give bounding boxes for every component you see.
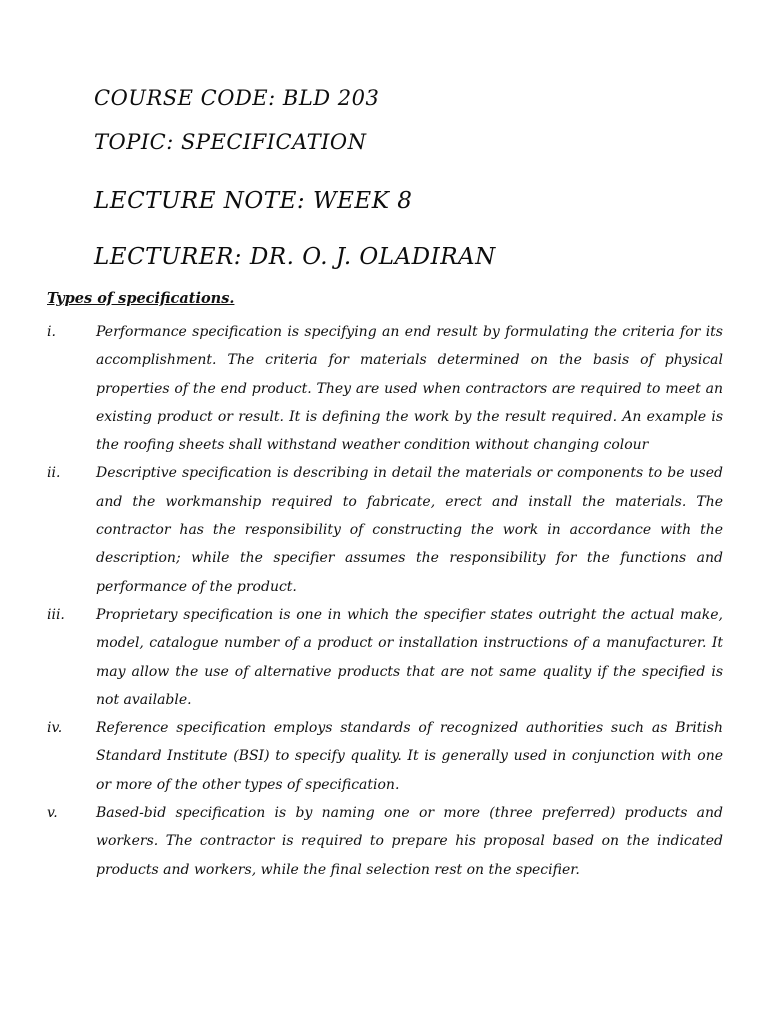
topic-heading: TOPIC: SPECIFICATION [94, 130, 367, 154]
lecture-note-heading: LECTURE NOTE: WEEK 8 [94, 188, 413, 214]
list-item-text: Descriptive specification is describing in detail the materials or components to be used and the workmanship required to fabricate, erect and install the materials. The contractor has the responsibility of constructing the work in accordance with the description; while the specifier assumes the responsibility for the functions and performance of the product. [96, 465, 723, 595]
list-item-text: Reference specification employs standards of recognized authorities such as British Standard Institute (BSI) to specify quality. It is generally used in conjunction with one or more of the other types of specification. [96, 720, 723, 793]
list-item-text: Performance specification is specifying an end result by formulating the criteria for its accomplishment. The criteria for materials determined on the basis of physical properties of the end product. They are used when contractors are required to meet an existing product or result. It is defining the work by the result required. An example is the roofing sheets shall withstand weather condition without changing colour [96, 324, 723, 454]
list-item-text: Proprietary specification is one in which the specifier states outright the actual make, model, catalogue number of a product or installation instructions of a manufacturer. It may allow the use of alternative products that are not same quality if the specified is not available. [96, 606, 723, 708]
list-item [47, 799, 723, 884]
list-item-number: ii. [47, 465, 61, 482]
list-item [47, 601, 723, 714]
section-title: Types of specifications. [47, 290, 235, 307]
list-item-text: Based-bid specification is by naming one or more (three preferred) products and workers. The contractor is required to prepare his proposal based on the indicated products and workers, while the final selection rest on the specifier. [96, 805, 723, 878]
lecturer-heading: LECTURER: DR. O. J. OLADIRAN [94, 244, 496, 270]
course-code-heading: COURSE CODE: BLD 203 [94, 86, 380, 110]
list-item-number: i. [47, 324, 56, 340]
list-item [47, 714, 723, 799]
list-item [47, 459, 723, 600]
list-item-number: v. [47, 805, 58, 822]
list-item-number: iii. [47, 606, 65, 623]
list-item [47, 318, 723, 459]
list-item-number: iv. [47, 720, 63, 737]
specification-types-list [47, 318, 723, 884]
